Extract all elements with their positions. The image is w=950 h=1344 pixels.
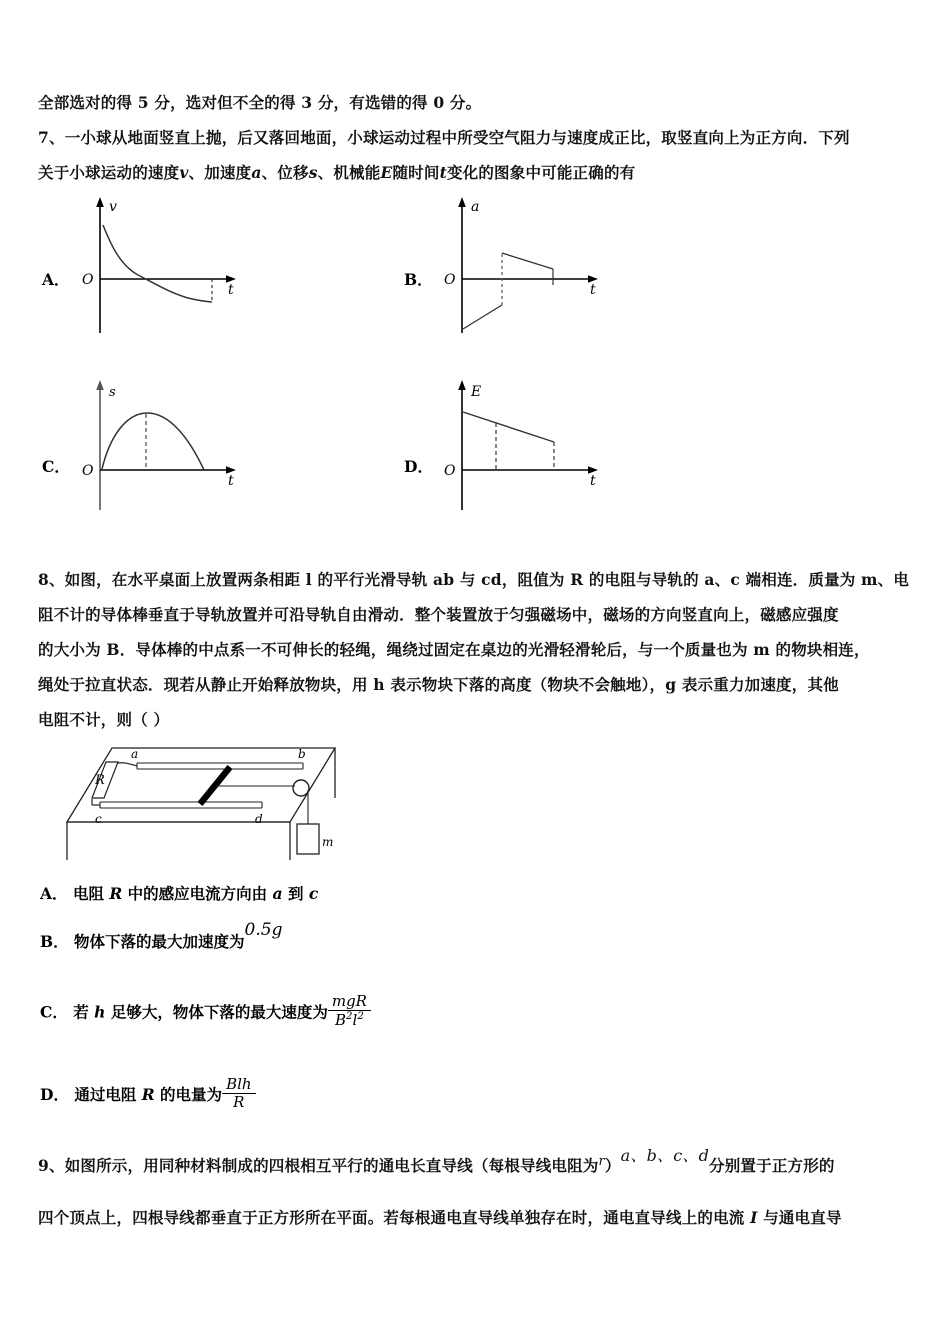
question8-line3: 的大小为 B．导体棒的中点系一不可伸长的轻绳，绳绕过固定在桌边的光滑轻滑轮后，与一个质量也为 m 的物块相连，: [38, 640, 870, 659]
q9l1-post: 分别置于正方形的: [709, 1156, 835, 1175]
svg-text:R: R: [95, 773, 105, 788]
option-c-numerator: mgR: [331, 992, 367, 1010]
q7l2-pre: 关于小球运动的速度: [38, 163, 180, 182]
question9-line1: [38, 1148, 938, 1185]
graph-c-label: C．: [42, 457, 70, 476]
symbol-v: v: [179, 163, 189, 182]
option-a-mid2: 到: [282, 884, 309, 903]
svg-text:a: a: [471, 199, 480, 215]
svg-text:s: s: [109, 385, 116, 400]
svg-text:t: t: [590, 282, 596, 298]
option-d-denominator: R: [222, 1093, 255, 1111]
question7-line2: [38, 155, 928, 190]
option-a-pre: 电阻: [72, 884, 110, 903]
option-c-den-l: l: [352, 1011, 358, 1030]
symbol-I: I: [750, 1208, 758, 1227]
q7l2-mid2: 、位移: [261, 163, 309, 182]
option-c-fraction: [328, 993, 371, 1030]
svg-text:d: d: [255, 812, 263, 826]
option-b-math: 0.5g: [244, 920, 283, 940]
question9-number: 9、: [38, 1156, 65, 1175]
option-c-mid: 足够大，物体下落的最大速度为: [105, 1002, 328, 1022]
svg-text:O: O: [82, 272, 94, 288]
svg-text:t: t: [228, 473, 234, 489]
svg-text:E: E: [471, 384, 482, 400]
question8-line5: 电阻不计，则（ ）: [38, 710, 170, 729]
question9-line2: [38, 1200, 938, 1235]
q7l2-end: 变化的图象中可能正确的有: [446, 163, 636, 182]
symbol-s: s: [308, 163, 318, 182]
option-d-letter: D．: [40, 1084, 69, 1104]
graph-c-displacement-time: [78, 370, 268, 515]
svg-text:b: b: [298, 747, 306, 761]
graph-a-label: A．: [42, 270, 70, 289]
option-c-den-sup2: 2: [357, 1011, 364, 1023]
question7-line1-text: 一小球从地面竖直上抛，后又落回地面，小球运动过程中所受空气阻力与速度成正比，取竖直向上为正方向．下列: [64, 128, 850, 147]
graph-a-velocity-time: [78, 193, 268, 338]
graph-d-label: D．: [404, 457, 433, 476]
question8-line4: 绳处于拉直状态．现若从静止开始释放物块，用 h 表示物块下落的高度（物块不会触地），g 表示重力加速度，其他: [38, 675, 839, 694]
option-a-sym-c: c: [308, 884, 319, 903]
graph-d-energy-time: [440, 370, 630, 515]
svg-text:m: m: [322, 835, 334, 849]
q7l2-mid1: 、加速度: [188, 163, 252, 182]
q9l2-pre: 四个顶点上，四根导线都垂直于正方形所在平面。若每根通电直导线单独存在时，通电直导线上的电流: [38, 1208, 751, 1227]
svg-text:O: O: [444, 272, 456, 288]
option-b-letter: B．: [40, 932, 69, 951]
scoring-note: 全部选对的得 5 分，选对但不全的得 3 分，有选错的得 0 分。: [38, 93, 482, 112]
question8-number: 8、: [38, 570, 65, 589]
option-c-den-sup1: 2: [346, 1011, 353, 1023]
option-b-text: 物体下落的最大加速度为: [74, 932, 245, 951]
q9l1-paren: ）: [604, 1156, 621, 1175]
option-a-mid: 中的感应电流方向由: [122, 884, 273, 903]
question8-option-a: [40, 882, 318, 906]
q7l2-mid3: 、机械能: [317, 163, 381, 182]
question8-option-d: [40, 1075, 256, 1114]
option-a-sym-R: R: [109, 884, 123, 903]
question8-apparatus-figure: [40, 736, 360, 870]
svg-text:O: O: [444, 463, 456, 479]
question7-line1: [38, 120, 928, 155]
option-d-pre: 通过电阻: [74, 1084, 142, 1104]
option-c-den-B: B: [335, 1011, 347, 1030]
svg-text:t: t: [228, 282, 234, 298]
option-c-sym-h: h: [94, 1002, 106, 1022]
question8-option-c: [40, 992, 371, 1032]
svg-text:v: v: [109, 199, 117, 215]
symbol-a: a: [251, 163, 262, 182]
option-c-denominator: [328, 1010, 371, 1029]
question8-line1-text: 如图，在水平桌面上放置两条相距 l 的平行光滑导轨 ab 与 cd，阻值为 R 的电阻与导轨的 a、c 端相连．质量为 m、电: [64, 570, 910, 589]
question8-option-b: [40, 920, 283, 954]
q9l2-post: 与通电直导: [757, 1208, 842, 1227]
svg-text:t: t: [590, 473, 596, 489]
graph-b-acceleration-time: [440, 193, 630, 338]
symbol-r: r: [598, 1154, 605, 1169]
q9l1-pre: 如图所示，用同种材料制成的四根相互平行的通电长直导线（每根导线电阻为: [64, 1156, 599, 1175]
symbols-abcd: a、b、c、d: [620, 1146, 710, 1165]
question8-line2: 阻不计的导体棒垂直于导轨放置并可沿导轨自由滑动．整个装置放于匀强磁场中，磁场的方向竖直向上，磁感应强度: [38, 605, 839, 624]
option-d-sym-R: R: [141, 1084, 155, 1104]
option-d-numerator: Blh: [226, 1075, 252, 1093]
option-d-mid: 的电量为: [154, 1084, 223, 1104]
option-c-letter: C．: [40, 1002, 68, 1022]
svg-text:O: O: [82, 463, 94, 479]
question8-line1: [38, 562, 928, 597]
graph-b-label: B．: [404, 270, 433, 289]
symbol-t: t: [439, 163, 447, 182]
option-a-letter: A．: [40, 884, 68, 903]
option-a-sym-a: a: [272, 884, 283, 903]
option-c-pre: 若: [73, 1002, 95, 1022]
symbol-E: E: [380, 163, 393, 182]
svg-text:a: a: [131, 747, 139, 761]
q7l2-mid4: 随时间: [392, 163, 440, 182]
svg-text:c: c: [95, 812, 102, 826]
question7-number: 7、: [38, 128, 65, 147]
option-d-fraction: [222, 1076, 255, 1112]
